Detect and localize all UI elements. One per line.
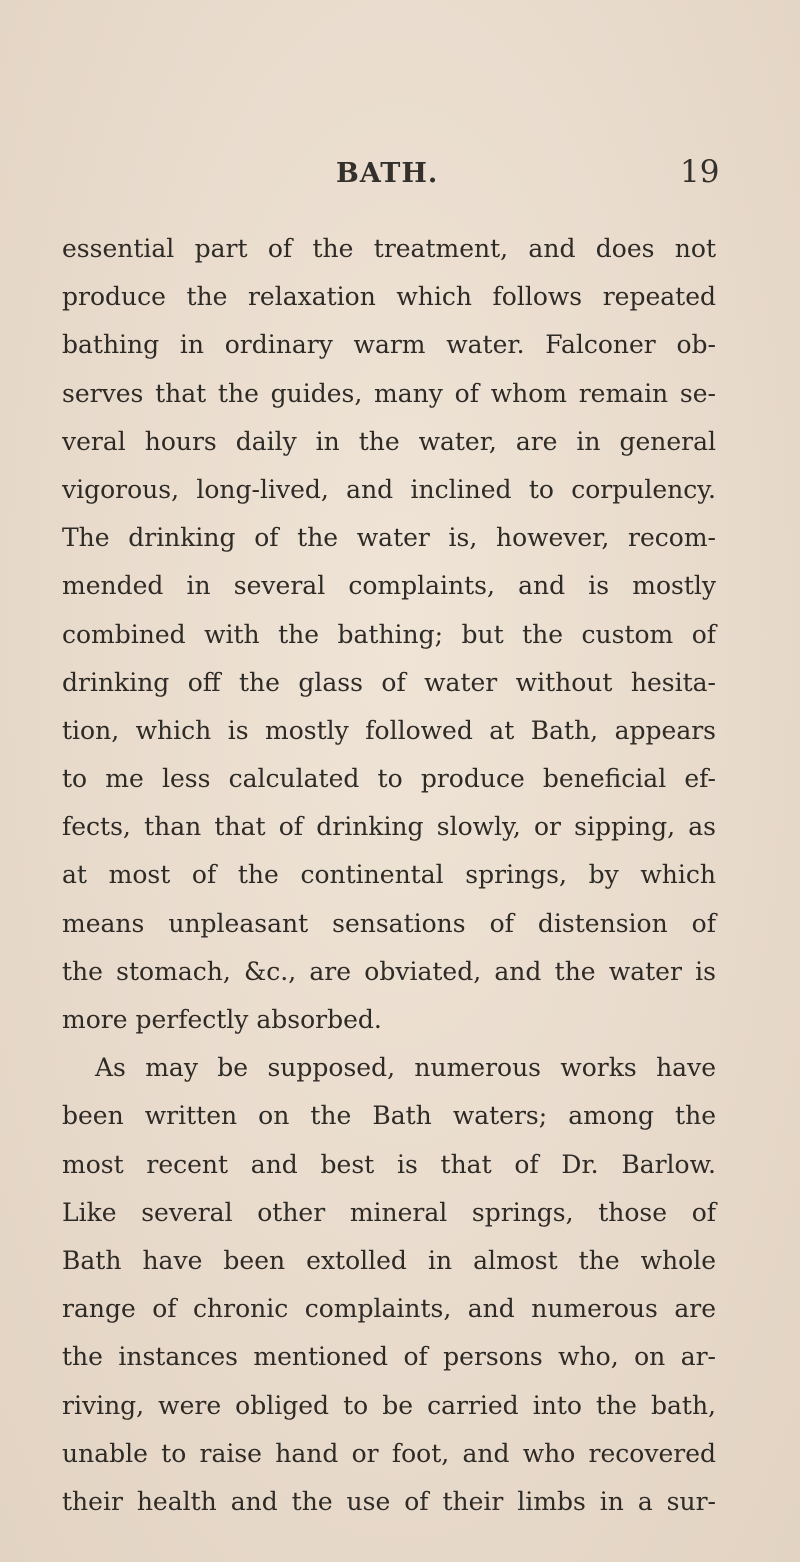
text-line: tion, which is mostly followed at Bath, appears (62, 715, 716, 745)
text-line: riving, were obliged to be carried into the bath, (62, 1390, 716, 1420)
text-line: been written on the Bath waters; among the (62, 1101, 716, 1131)
text-line: The drinking of the water is, however, recom- (62, 523, 716, 553)
text-line: Bath have been extolled in almost the whole (62, 1245, 716, 1275)
text-line: Like several other mineral springs, those of (62, 1197, 716, 1227)
text-line: veral hours daily in the water, are in general (62, 426, 716, 456)
text-line: the instances mentioned of persons who, on ar- (62, 1342, 716, 1372)
body-text (62, 225, 716, 1526)
text-line: the stomach, &c., are obviated, and the water is (62, 956, 716, 986)
text-line: bathing in ordinary warm water. Falconer ob- (62, 330, 716, 360)
text-line: their health and the use of their limbs in a sur- (62, 1486, 716, 1516)
text-line: essential part of the treatment, and does not (62, 234, 716, 263)
text-line: to me less calculated to produce beneficial ef- (62, 764, 716, 794)
text-line: vigorous, long-lived, and inclined to corpulency. (62, 474, 716, 504)
text-line: serves that the guides, many of whom remain se- (62, 378, 716, 408)
text-line: fects, than that of drinking slowly, or sipping, as (62, 812, 716, 842)
running-title: BATH. (336, 158, 439, 189)
text-line: combined with the bathing; but the custom of (62, 619, 716, 649)
running-head (0, 154, 800, 198)
text-line: range of chronic complaints, and numerous are (62, 1294, 716, 1324)
text-line-paragraph-end: more perfectly absorbed. (62, 1005, 382, 1034)
text-line: most recent and best is that of Dr. Barlow. (62, 1149, 716, 1179)
text-line: unable to raise hand or foot, and who recovered (62, 1438, 716, 1468)
text-line-paragraph-start: As may be supposed, numerous works have (95, 1053, 716, 1083)
text-line: mended in several complaints, and is mostly (62, 571, 716, 601)
text-line: at most of the continental springs, by which (62, 860, 716, 890)
text-line: drinking off the glass of water without hesita- (62, 667, 716, 697)
text-line: produce the relaxation which follows repeated (62, 282, 716, 312)
page-number: 19 (680, 154, 720, 190)
text-line: means unpleasant sensations of distension of (62, 908, 716, 938)
